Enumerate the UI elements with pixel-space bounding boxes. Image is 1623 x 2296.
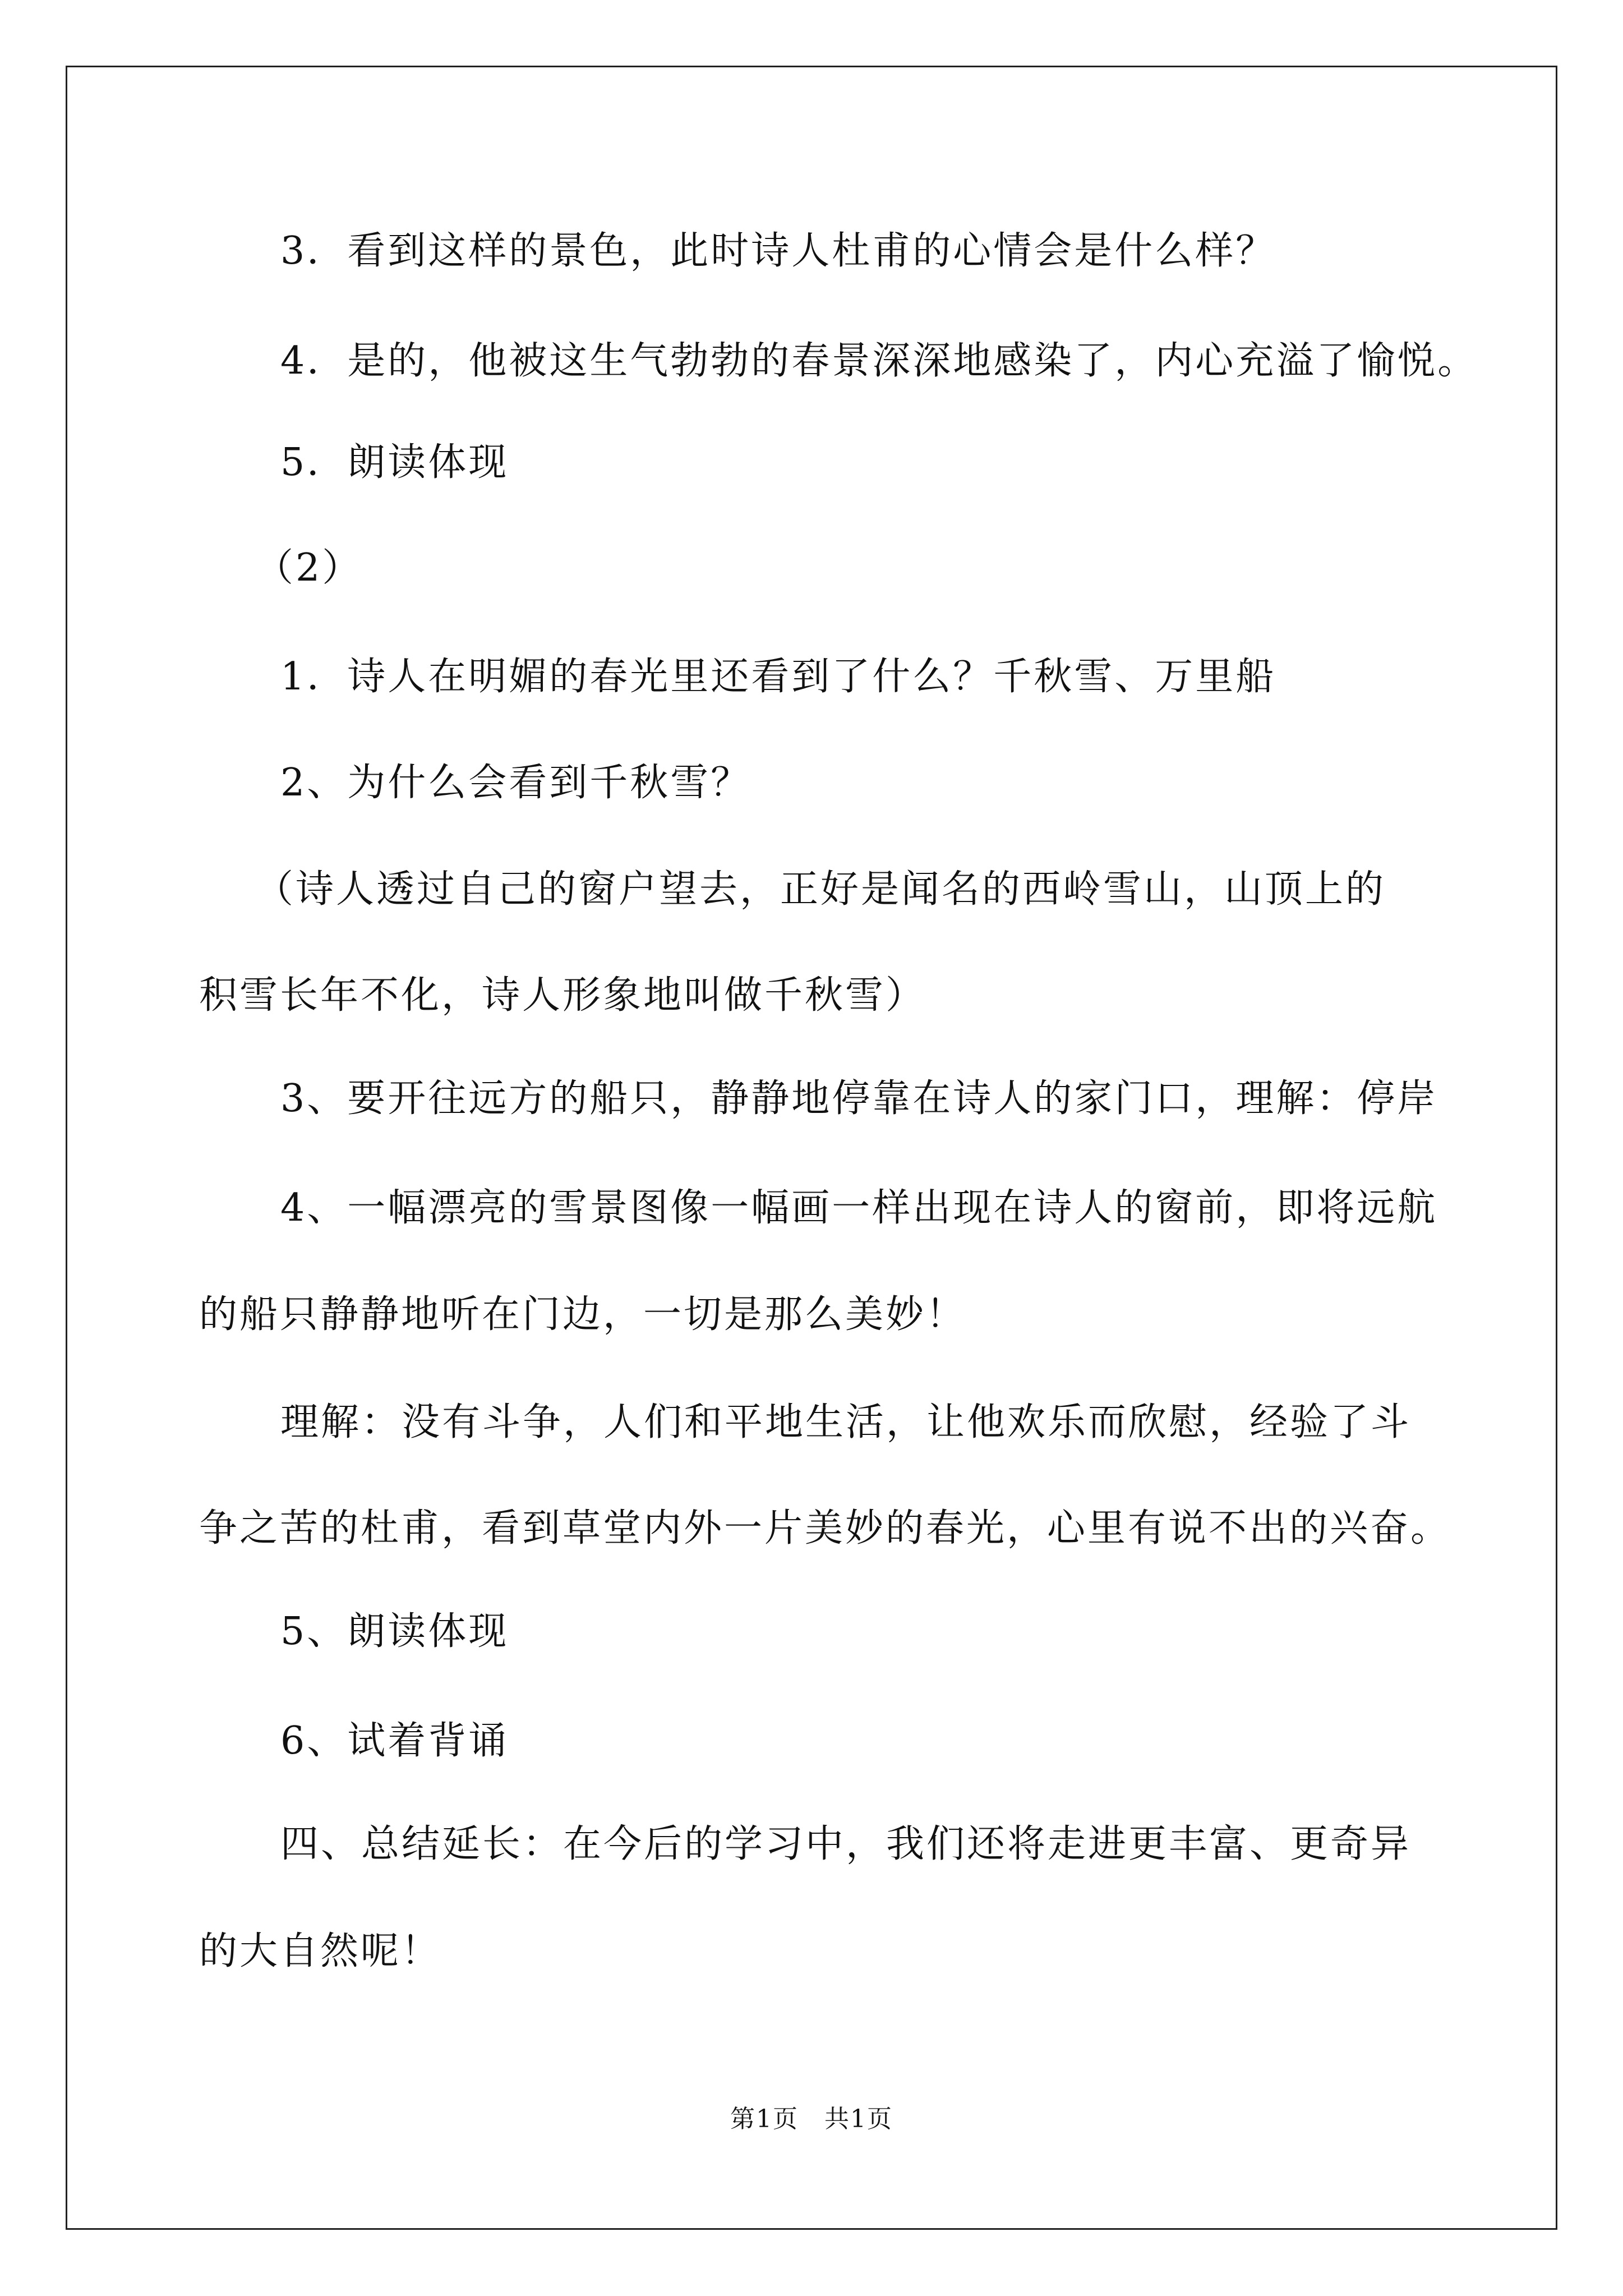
text-line-4: （2） xyxy=(255,546,363,590)
text-line-3: 5．朗读体现 xyxy=(280,440,509,485)
text-line-13: 争之苦的杜甫，看到草堂内外一片美妙的春光，心里有说不出的兴奋。 xyxy=(199,1506,1451,1550)
page-border xyxy=(66,66,1557,2230)
page-number: 第1页 共1页 xyxy=(730,2105,893,2133)
text-line-17: 的大自然呢！ xyxy=(199,1929,442,1973)
text-line-6: 2、为什么会看到千秋雪？ xyxy=(280,761,751,805)
text-line-8: 积雪长年不化，诗人形象地叫做千秋雪） xyxy=(199,973,926,1018)
text-line-11: 的船只静静地听在门边，一切是那么美妙！ xyxy=(199,1292,967,1337)
text-line-9: 3、要开往远方的船只，静静地停靠在诗人的家门口，理解：停岸 xyxy=(280,1076,1438,1121)
text-line-5: 1．诗人在明媚的春光里还看到了什么？千秋雪、万里船 xyxy=(280,655,1276,699)
text-line-7: （诗人透过自己的窗户望去，正好是闻名的西岭雪山，山顶上的 xyxy=(255,867,1386,912)
text-line-15: 6、试着背诵 xyxy=(280,1719,509,1763)
text-line-1: 3．看到这样的景色，此时诗人杜甫的心情会是什么样？ xyxy=(280,229,1276,273)
text-line-2: 4．是的，他被这生气勃勃的春景深深地感染了，内心充溢了愉悦。 xyxy=(280,339,1478,383)
text-line-12: 理解：没有斗争，人们和平地生活，让他欢乐而欣慰，经验了斗 xyxy=(280,1400,1412,1444)
text-line-10: 4、一幅漂亮的雪景图像一幅画一样出现在诗人的窗前，即将远航 xyxy=(280,1186,1438,1230)
text-line-14: 5、朗读体现 xyxy=(280,1609,509,1654)
text-line-16: 四、总结延长：在今后的学习中，我们还将走进更丰富、更奇异 xyxy=(280,1822,1412,1866)
